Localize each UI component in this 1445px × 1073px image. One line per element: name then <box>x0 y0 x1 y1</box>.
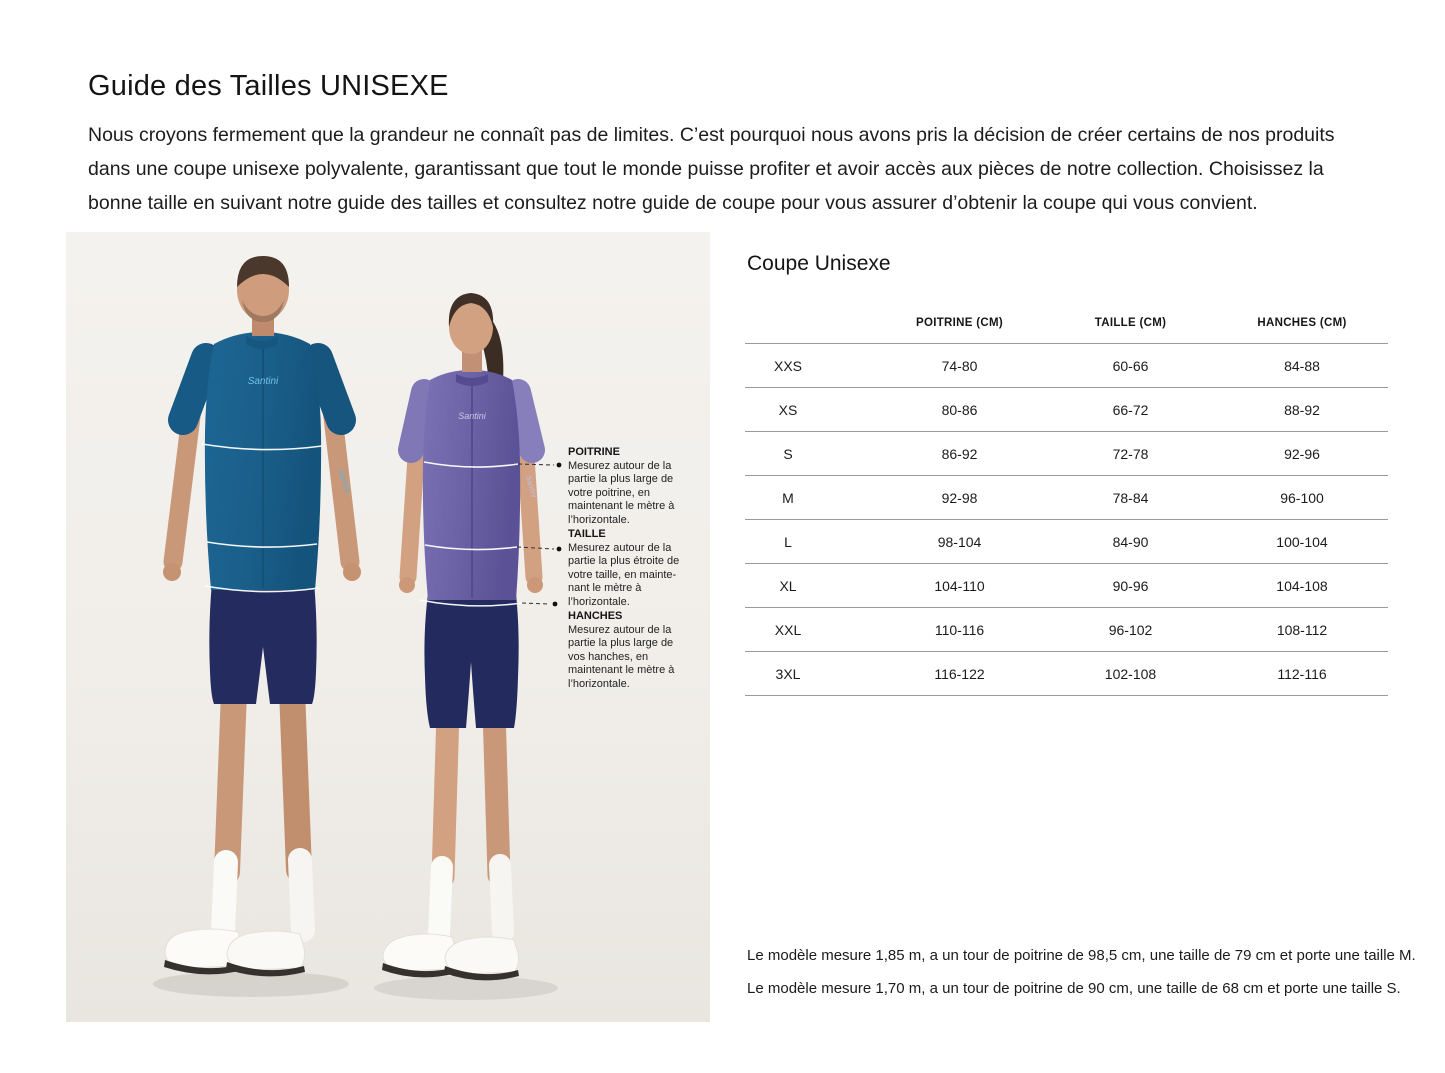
model-note-female: Le modèle mesure 1,70 m, a un tour de poitrine de 90 cm, une taille de 68 cm et porte une taille S. <box>747 980 1401 997</box>
annotation-taille <box>568 528 682 609</box>
male-model-figure <box>163 256 361 976</box>
annotation-hanches <box>568 610 682 691</box>
annotation-text: Mesurez autour de la partie la plus étroite de votre taille, en mainte-nant le mètre à l’horizontale. <box>568 541 680 608</box>
taille-cell: 102-108 <box>1104 665 1157 682</box>
page-title: Guide des Tailles UNISEXE <box>88 70 449 102</box>
taille-cell: 60-66 <box>1112 357 1149 374</box>
taille-cell: 96-102 <box>1108 621 1153 638</box>
poitrine-cell: 116-122 <box>934 665 985 682</box>
brand-logo-female-chest: Santini <box>458 411 486 421</box>
table-row <box>745 476 1388 520</box>
table-row <box>745 564 1388 608</box>
hanches-cell: 100-104 <box>1276 533 1328 550</box>
floor-shadow-female <box>374 976 558 1000</box>
measure-leader-dots <box>553 463 562 607</box>
annotation-text: Mesurez autour de la partie la plus large de votre poitrine, en maintenant le mètre à l’horizontale. <box>568 459 675 526</box>
size-cell: 3XL <box>775 665 801 682</box>
poitrine-cell: 80-86 <box>941 401 978 418</box>
size-cell: L <box>784 533 792 550</box>
poitrine-cell: 110-116 <box>934 621 985 638</box>
poitrine-cell: 74-80 <box>941 357 978 374</box>
taille-cell: 84-90 <box>1112 533 1149 550</box>
size-cell: XL <box>779 577 797 594</box>
hanches-cell: 88-92 <box>1284 401 1320 418</box>
size-cell: XXS <box>773 357 802 374</box>
annotation-label: POITRINE <box>568 446 620 458</box>
size-cell: S <box>783 445 793 462</box>
size-guide-photo <box>66 232 710 1022</box>
table-row <box>745 520 1388 564</box>
size-cell: XXL <box>774 621 802 638</box>
poitrine-cell: 98-104 <box>937 533 982 550</box>
size-cell: M <box>782 489 794 506</box>
taille-cell: 66-72 <box>1112 401 1149 418</box>
hanches-cell: 108-112 <box>1276 621 1328 638</box>
size-cell: XS <box>778 401 798 418</box>
brand-logo-male-sleeve: Santini <box>336 468 353 495</box>
table-row <box>745 344 1388 388</box>
model-note-male: Le modèle mesure 1,85 m, a un tour de poitrine de 98,5 cm, une taille de 79 cm et porte une taille M. <box>747 947 1416 964</box>
annotation-text: Mesurez autour de la partie la plus large de vos hanches, en maintenant le mètre à l’horizontale. <box>568 623 675 690</box>
hanches-cell: 96-100 <box>1280 489 1324 506</box>
taille-cell: 90-96 <box>1112 577 1149 594</box>
hanches-cell: 92-96 <box>1284 445 1320 462</box>
brand-logo-female-sleeve: Santini <box>523 474 539 499</box>
taille-cell: 78-84 <box>1112 489 1149 506</box>
poitrine-cell: 104-110 <box>934 577 985 594</box>
taille-cell: 72-78 <box>1112 445 1149 462</box>
female-model-figure <box>382 293 543 980</box>
brand-logo-male-chest: Santini <box>247 376 279 387</box>
annotation-label: TAILLE <box>568 528 606 540</box>
header-poitrine: POITRINE (CM) <box>916 316 1003 329</box>
table-header-row <box>745 302 1388 344</box>
poitrine-cell: 92-98 <box>941 489 978 506</box>
table-row <box>745 388 1388 432</box>
annotation-label: HANCHES <box>568 610 623 622</box>
table-row <box>745 432 1388 476</box>
size-table <box>745 302 1388 696</box>
header-taille: TAILLE (CM) <box>1094 316 1167 329</box>
hanches-cell: 112-116 <box>1277 665 1327 682</box>
header-hanches: HANCHES (CM) <box>1257 316 1347 329</box>
annotation-poitrine <box>568 446 682 527</box>
table-row <box>745 652 1388 696</box>
poitrine-cell: 86-92 <box>941 445 978 462</box>
measure-annotations <box>568 446 682 692</box>
table-heading: Coupe Unisexe <box>747 252 891 275</box>
table-row <box>745 608 1388 652</box>
hanches-cell: 104-108 <box>1276 577 1328 594</box>
hanches-cell: 84-88 <box>1284 357 1320 374</box>
intro-paragraph: Nous croyons fermement que la grandeur ne connaît pas de limites. C’est pourquoi nous avons pris la décision de créer certains de nos produits dans une coupe unisexe polyvalente, garantissant que tout le monde puisse profiter et avoir accès aux pièces de notre collection. Choisissez la bonne taille en suivant notre guide des tailles et consultez notre guide de coupe pour vous assurer d’obtenir la coupe qui vous convient. <box>88 124 1335 214</box>
